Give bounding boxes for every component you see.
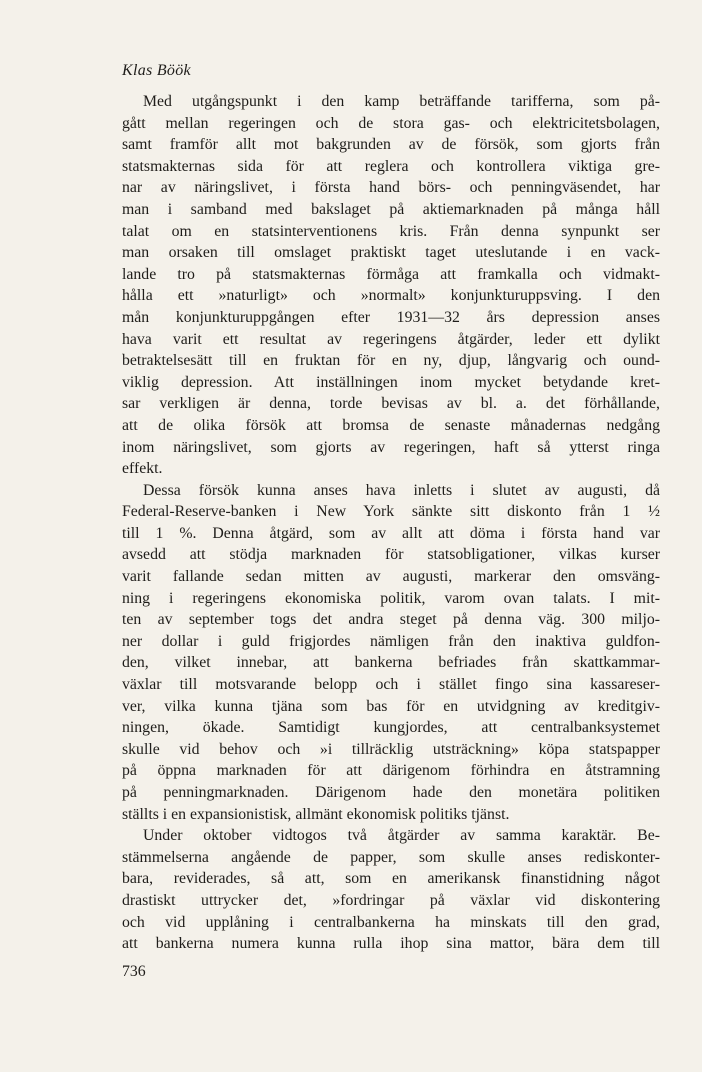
text-line: samt framför allt mot bakgrunden av de försök, som gjorts från <box>122 136 660 154</box>
text-line: Federal-Reserve-banken i New York sänkte sitt diskonto från 1 ½ <box>122 503 660 521</box>
text-line: stämmelserna angående de papper, som skulle anses rediskonter- <box>122 848 660 866</box>
text-line: drastiskt uttrycker det, »fordringar på växlar vid diskontering <box>122 891 660 909</box>
text-line: man orsaken till omslaget praktiskt taget uteslutande i en vack- <box>122 244 660 262</box>
text-line: betraktelsesätt till en fruktan för en ny, djup, långvarig och ound- <box>122 352 660 370</box>
text-line: ning i regeringens ekonomiska politik, varom ovan talats. I mit- <box>122 589 660 607</box>
text-line: skulle vid behov och »i tillräcklig utsträckning» köpa statspapper <box>122 740 660 758</box>
text-line: viklig depression. Att inställningen inom mycket betydande kret- <box>122 373 660 391</box>
text-line: den, vilket innebar, att bankerna befriades från skattkammar- <box>122 654 660 672</box>
text-line: sar verkligen är denna, torde bevisas av bl. a. det förhållande, <box>122 395 660 413</box>
text-line: att de olika försök att bromsa de senaste månadernas nedgång <box>122 416 660 434</box>
text-line: lande tro på statsmakternas förmåga att framkalla och vidmakt- <box>122 265 660 283</box>
text-line: varit fallande sedan mitten av augusti, markerar den omsväng- <box>122 568 660 586</box>
text-line: ställts i en expansionistisk, allmänt ekonomisk politiks tjänst. <box>122 805 510 823</box>
text-line: växlar till motsvarande belopp och i stället fingo sina kassareser- <box>122 676 660 694</box>
text-line: Dessa försök kunna anses hava inletts i slutet av augusti, då <box>143 481 660 499</box>
text-line: ten av september togs det andra steget på denna väg. 300 miljo- <box>122 611 660 629</box>
text-line: talat om en statsinterventionens kris. Från denna synpunkt ser <box>122 222 660 240</box>
text-line: man i samband med bakslaget på aktiemarknaden på många håll <box>122 200 660 218</box>
text-line: att bankerna numera kunna rulla ihop sina mattor, bära dem till <box>122 935 660 953</box>
text-line: statsmakternas sida för att reglera och kontrollera viktiga gre- <box>122 157 660 175</box>
text-line: hålla ett »naturligt» och »normalt» konjunkturuppsving. I den <box>122 287 660 305</box>
text-line: till 1 %. Denna åtgärd, som av allt att döma i första hand var <box>122 524 660 542</box>
text-line: ner dollar i guld frigjordes nämligen från den inaktiva guldfon- <box>122 632 660 650</box>
text-line: inom näringslivet, som gjorts av regeringen, haft så ytterst ringa <box>122 438 660 456</box>
text-line: gått mellan regeringen och de stora gas- och elektricitetsbolagen, <box>122 114 660 132</box>
text-line: ver, vilka kunna tjäna som bas för en utvidgning av kreditgiv- <box>122 697 660 715</box>
page-number: 736 <box>122 963 146 980</box>
text-line: hava varit ett resultat av regeringens åtgärder, leder ett dylikt <box>122 330 660 348</box>
text-line: bara, reviderades, så att, som en amerikansk finanstidning något <box>122 870 660 888</box>
text-line: ningen, ökade. Samtidigt kungjordes, att centralbanksystemet <box>122 719 660 737</box>
body-text <box>122 91 660 955</box>
text-line: nar av näringslivet, i första hand börs- och penningväsendet, har <box>122 179 660 197</box>
text-line: på penningmarknaden. Därigenom hade den monetära politiken <box>122 784 660 801</box>
text-line: på öppna marknaden för att därigenom förhindra en åtstramning <box>122 762 660 780</box>
text-line: mån konjunkturuppgången efter 1931—32 års depression anses <box>122 308 660 326</box>
text-line: avsedd att stödja marknaden för statsobligationer, vilkas kurser <box>122 546 660 564</box>
running-head-author: Klas Böök <box>122 62 191 79</box>
text-line: Med utgångspunkt i den kamp beträffande tarifferna, som på- <box>143 93 660 110</box>
text-line: effekt. <box>122 460 163 478</box>
text-line: Under oktober vidtogos två åtgärder av samma karaktär. Be- <box>143 827 660 845</box>
text-line: och vid upplåning i centralbankerna ha minskats till den grad, <box>122 913 660 931</box>
